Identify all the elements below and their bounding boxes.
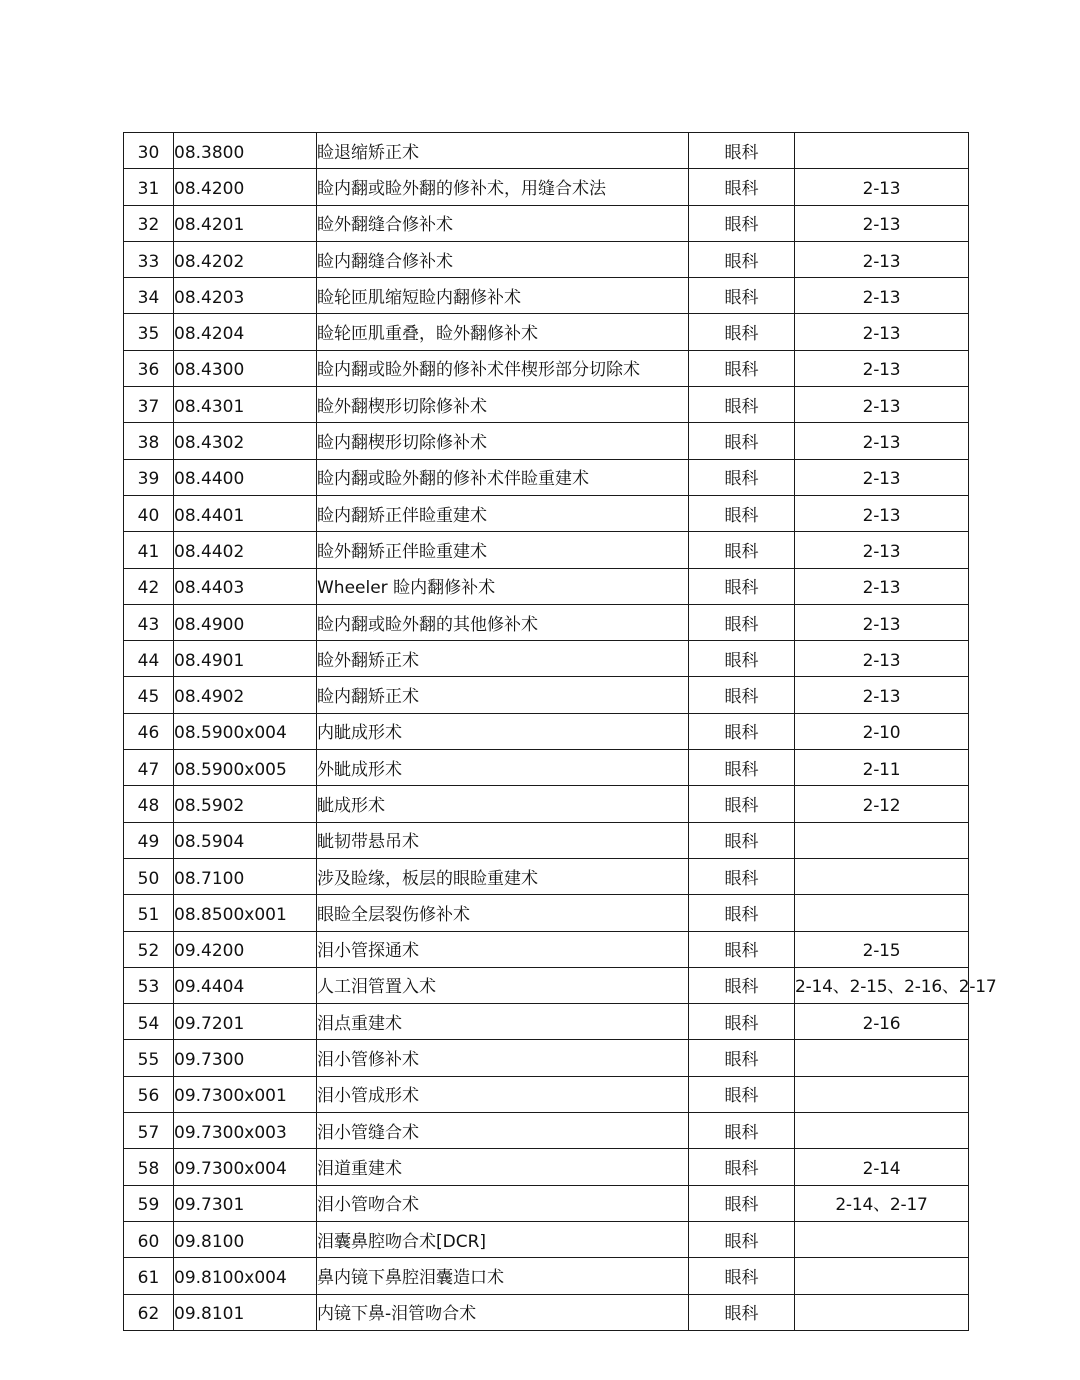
row-number: 59 xyxy=(124,1185,174,1221)
row-number: 36 xyxy=(124,350,174,386)
table-row xyxy=(124,1294,969,1330)
row-number: 42 xyxy=(124,568,174,604)
table-row xyxy=(124,241,969,277)
reference-figure: 2-13 xyxy=(795,532,969,568)
reference-figure: 2-13 xyxy=(795,387,969,423)
row-number: 52 xyxy=(124,931,174,967)
department: 眼科 xyxy=(689,459,795,495)
reference-figure xyxy=(795,1076,969,1112)
department: 眼科 xyxy=(689,1294,795,1330)
department: 眼科 xyxy=(689,387,795,423)
procedure-name: 涉及睑缘，板层的眼睑重建术 xyxy=(317,858,689,894)
procedure-code: 08.4302 xyxy=(174,423,317,459)
procedure-name: 眦韧带悬吊术 xyxy=(317,822,689,858)
procedure-code: 08.7100 xyxy=(174,858,317,894)
row-number: 51 xyxy=(124,895,174,931)
procedure-name: 睑外翻楔形切除修补术 xyxy=(317,387,689,423)
department: 眼科 xyxy=(689,967,795,1003)
procedure-code: 09.7300 xyxy=(174,1040,317,1076)
procedure-code: 08.4200 xyxy=(174,169,317,205)
row-number: 50 xyxy=(124,858,174,894)
row-number: 39 xyxy=(124,459,174,495)
reference-figure: 2-13 xyxy=(795,350,969,386)
department: 眼科 xyxy=(689,133,795,169)
table-row xyxy=(124,350,969,386)
department: 眼科 xyxy=(689,604,795,640)
reference-figure xyxy=(795,895,969,931)
row-number: 41 xyxy=(124,532,174,568)
table-row xyxy=(124,750,969,786)
procedure-name: 睑内翻或睑外翻的修补术伴睑重建术 xyxy=(317,459,689,495)
department: 眼科 xyxy=(689,677,795,713)
table-row xyxy=(124,786,969,822)
table-row xyxy=(124,568,969,604)
row-number: 53 xyxy=(124,967,174,1003)
procedure-name: Wheeler 睑内翻修补术 xyxy=(317,568,689,604)
row-number: 32 xyxy=(124,205,174,241)
procedure-code: 09.7301 xyxy=(174,1185,317,1221)
department: 眼科 xyxy=(689,1040,795,1076)
row-number: 57 xyxy=(124,1113,174,1149)
department: 眼科 xyxy=(689,423,795,459)
procedure-name: 泪小管成形术 xyxy=(317,1076,689,1112)
procedure-name: 泪点重建术 xyxy=(317,1004,689,1040)
reference-figure xyxy=(795,822,969,858)
reference-figure xyxy=(795,858,969,894)
reference-figure: 2-13 xyxy=(795,568,969,604)
procedure-code: 09.7201 xyxy=(174,1004,317,1040)
procedure-name: 睑外翻缝合修补术 xyxy=(317,205,689,241)
procedure-code: 08.4900 xyxy=(174,604,317,640)
procedure-name: 睑内翻或睑外翻的其他修补术 xyxy=(317,604,689,640)
row-number: 40 xyxy=(124,495,174,531)
procedure-code: 08.8500x001 xyxy=(174,895,317,931)
row-number: 31 xyxy=(124,169,174,205)
reference-figure: 2-13 xyxy=(795,459,969,495)
reference-figure: 2-15 xyxy=(795,931,969,967)
procedure-code: 08.4901 xyxy=(174,641,317,677)
table-row xyxy=(124,423,969,459)
department: 眼科 xyxy=(689,495,795,531)
row-number: 37 xyxy=(124,387,174,423)
reference-figure: 2-11 xyxy=(795,750,969,786)
procedure-code: 09.4200 xyxy=(174,931,317,967)
reference-figure: 2-14、2-15、2-16、2-17 xyxy=(795,967,969,1003)
table-row xyxy=(124,532,969,568)
reference-figure: 2-13 xyxy=(795,205,969,241)
reference-figure xyxy=(795,1221,969,1257)
reference-figure xyxy=(795,1040,969,1076)
reference-figure: 2-13 xyxy=(795,641,969,677)
row-number: 43 xyxy=(124,604,174,640)
procedure-name: 外眦成形术 xyxy=(317,750,689,786)
table-row xyxy=(124,1185,969,1221)
reference-figure: 2-10 xyxy=(795,713,969,749)
reference-figure: 2-14 xyxy=(795,1149,969,1185)
row-number: 62 xyxy=(124,1294,174,1330)
row-number: 35 xyxy=(124,314,174,350)
table-row xyxy=(124,1040,969,1076)
department: 眼科 xyxy=(689,278,795,314)
procedure-code: 08.4202 xyxy=(174,241,317,277)
table-row xyxy=(124,931,969,967)
department: 眼科 xyxy=(689,1149,795,1185)
department: 眼科 xyxy=(689,858,795,894)
department: 眼科 xyxy=(689,750,795,786)
procedure-table xyxy=(123,132,997,1331)
reference-figure: 2-13 xyxy=(795,314,969,350)
department: 眼科 xyxy=(689,931,795,967)
table-row xyxy=(124,822,969,858)
reference-figure: 2-13 xyxy=(795,677,969,713)
table-row xyxy=(124,604,969,640)
row-number: 46 xyxy=(124,713,174,749)
procedure-code: 08.5900x004 xyxy=(174,713,317,749)
procedure-name: 睑内翻或睑外翻的修补术伴楔形部分切除术 xyxy=(317,350,689,386)
department: 眼科 xyxy=(689,1004,795,1040)
table-row xyxy=(124,1076,969,1112)
procedure-name: 泪小管吻合术 xyxy=(317,1185,689,1221)
procedure-name: 泪小管探通术 xyxy=(317,931,689,967)
reference-figure: 2-13 xyxy=(795,604,969,640)
reference-figure xyxy=(795,1294,969,1330)
row-number: 49 xyxy=(124,822,174,858)
procedure-name: 睑轮匝肌缩短睑内翻修补术 xyxy=(317,278,689,314)
department: 眼科 xyxy=(689,1076,795,1112)
procedure-code: 08.4300 xyxy=(174,350,317,386)
reference-figure: 2-16 xyxy=(795,1004,969,1040)
procedure-code: 08.4203 xyxy=(174,278,317,314)
procedure-code: 08.4403 xyxy=(174,568,317,604)
table-row xyxy=(124,387,969,423)
procedure-code: 08.4201 xyxy=(174,205,317,241)
table-row xyxy=(124,713,969,749)
reference-figure xyxy=(795,1113,969,1149)
table-row xyxy=(124,1258,969,1294)
row-number: 54 xyxy=(124,1004,174,1040)
procedure-code: 09.8100 xyxy=(174,1221,317,1257)
department: 眼科 xyxy=(689,1258,795,1294)
procedure-name: 睑内翻或睑外翻的修补术，用缝合术法 xyxy=(317,169,689,205)
table-row xyxy=(124,641,969,677)
table-row xyxy=(124,1004,969,1040)
row-number: 33 xyxy=(124,241,174,277)
row-number: 48 xyxy=(124,786,174,822)
procedure-code: 09.4404 xyxy=(174,967,317,1003)
procedure-name: 睑内翻楔形切除修补术 xyxy=(317,423,689,459)
procedure-name: 睑内翻矫正伴睑重建术 xyxy=(317,495,689,531)
procedure-name: 睑轮匝肌重叠，睑外翻修补术 xyxy=(317,314,689,350)
reference-figure xyxy=(795,133,969,169)
procedure-code: 09.8101 xyxy=(174,1294,317,1330)
procedure-code: 08.4401 xyxy=(174,495,317,531)
row-number: 61 xyxy=(124,1258,174,1294)
procedure-code: 08.5900x005 xyxy=(174,750,317,786)
table-row xyxy=(124,495,969,531)
row-number: 47 xyxy=(124,750,174,786)
procedure-code: 08.4400 xyxy=(174,459,317,495)
reference-figure: 2-13 xyxy=(795,495,969,531)
procedure-code: 09.8100x004 xyxy=(174,1258,317,1294)
table-row xyxy=(124,278,969,314)
procedure-code: 08.4902 xyxy=(174,677,317,713)
row-number: 44 xyxy=(124,641,174,677)
procedure-code: 08.4204 xyxy=(174,314,317,350)
procedure-name: 人工泪管置入术 xyxy=(317,967,689,1003)
procedure-code: 09.7300x001 xyxy=(174,1076,317,1112)
table-row xyxy=(124,133,969,169)
procedure-name: 睑退缩矫正术 xyxy=(317,133,689,169)
procedure-name: 睑外翻矫正伴睑重建术 xyxy=(317,532,689,568)
procedure-name: 睑外翻矫正术 xyxy=(317,641,689,677)
procedure-table-body xyxy=(124,133,997,1331)
procedure-name: 睑内翻缝合修补术 xyxy=(317,241,689,277)
procedure-code: 08.5904 xyxy=(174,822,317,858)
department: 眼科 xyxy=(689,568,795,604)
row-number: 58 xyxy=(124,1149,174,1185)
procedure-code: 09.7300x004 xyxy=(174,1149,317,1185)
table-row xyxy=(124,1113,969,1149)
table-row xyxy=(124,677,969,713)
department: 眼科 xyxy=(689,314,795,350)
department: 眼科 xyxy=(689,205,795,241)
procedure-name: 泪小管修补术 xyxy=(317,1040,689,1076)
reference-figure xyxy=(795,1258,969,1294)
row-number: 56 xyxy=(124,1076,174,1112)
row-number: 55 xyxy=(124,1040,174,1076)
procedure-name: 内眦成形术 xyxy=(317,713,689,749)
reference-figure: 2-13 xyxy=(795,169,969,205)
department: 眼科 xyxy=(689,241,795,277)
procedure-name: 眼睑全层裂伤修补术 xyxy=(317,895,689,931)
department: 眼科 xyxy=(689,713,795,749)
department: 眼科 xyxy=(689,786,795,822)
department: 眼科 xyxy=(689,169,795,205)
table-row xyxy=(124,895,969,931)
department: 眼科 xyxy=(689,350,795,386)
table-row xyxy=(124,314,969,350)
row-number: 60 xyxy=(124,1221,174,1257)
procedure-code: 08.3800 xyxy=(174,133,317,169)
department: 眼科 xyxy=(689,641,795,677)
row-number: 45 xyxy=(124,677,174,713)
procedure-code: 09.7300x003 xyxy=(174,1113,317,1149)
procedure-code: 08.5902 xyxy=(174,786,317,822)
reference-figure: 2-14、2-17 xyxy=(795,1185,969,1221)
procedure-name: 内镜下鼻-泪管吻合术 xyxy=(317,1294,689,1330)
procedure-name: 鼻内镜下鼻腔泪囊造口术 xyxy=(317,1258,689,1294)
table-row xyxy=(124,459,969,495)
department: 眼科 xyxy=(689,1185,795,1221)
table-row xyxy=(124,1149,969,1185)
row-number: 30 xyxy=(124,133,174,169)
procedure-name: 泪道重建术 xyxy=(317,1149,689,1185)
department: 眼科 xyxy=(689,822,795,858)
table-row xyxy=(124,169,969,205)
table-row xyxy=(124,858,969,894)
reference-figure: 2-12 xyxy=(795,786,969,822)
table-row xyxy=(124,205,969,241)
table-row xyxy=(124,967,969,1003)
procedure-name: 泪囊鼻腔吻合术[DCR] xyxy=(317,1221,689,1257)
procedure-code: 08.4301 xyxy=(174,387,317,423)
department: 眼科 xyxy=(689,1221,795,1257)
reference-figure: 2-13 xyxy=(795,241,969,277)
department: 眼科 xyxy=(689,895,795,931)
table-row xyxy=(124,1221,969,1257)
department: 眼科 xyxy=(689,1113,795,1149)
procedure-name: 眦成形术 xyxy=(317,786,689,822)
procedure-code: 08.4402 xyxy=(174,532,317,568)
procedure-name: 睑内翻矫正术 xyxy=(317,677,689,713)
procedure-name: 泪小管缝合术 xyxy=(317,1113,689,1149)
reference-figure: 2-13 xyxy=(795,423,969,459)
row-number: 34 xyxy=(124,278,174,314)
row-number: 38 xyxy=(124,423,174,459)
reference-figure: 2-13 xyxy=(795,278,969,314)
department: 眼科 xyxy=(689,532,795,568)
